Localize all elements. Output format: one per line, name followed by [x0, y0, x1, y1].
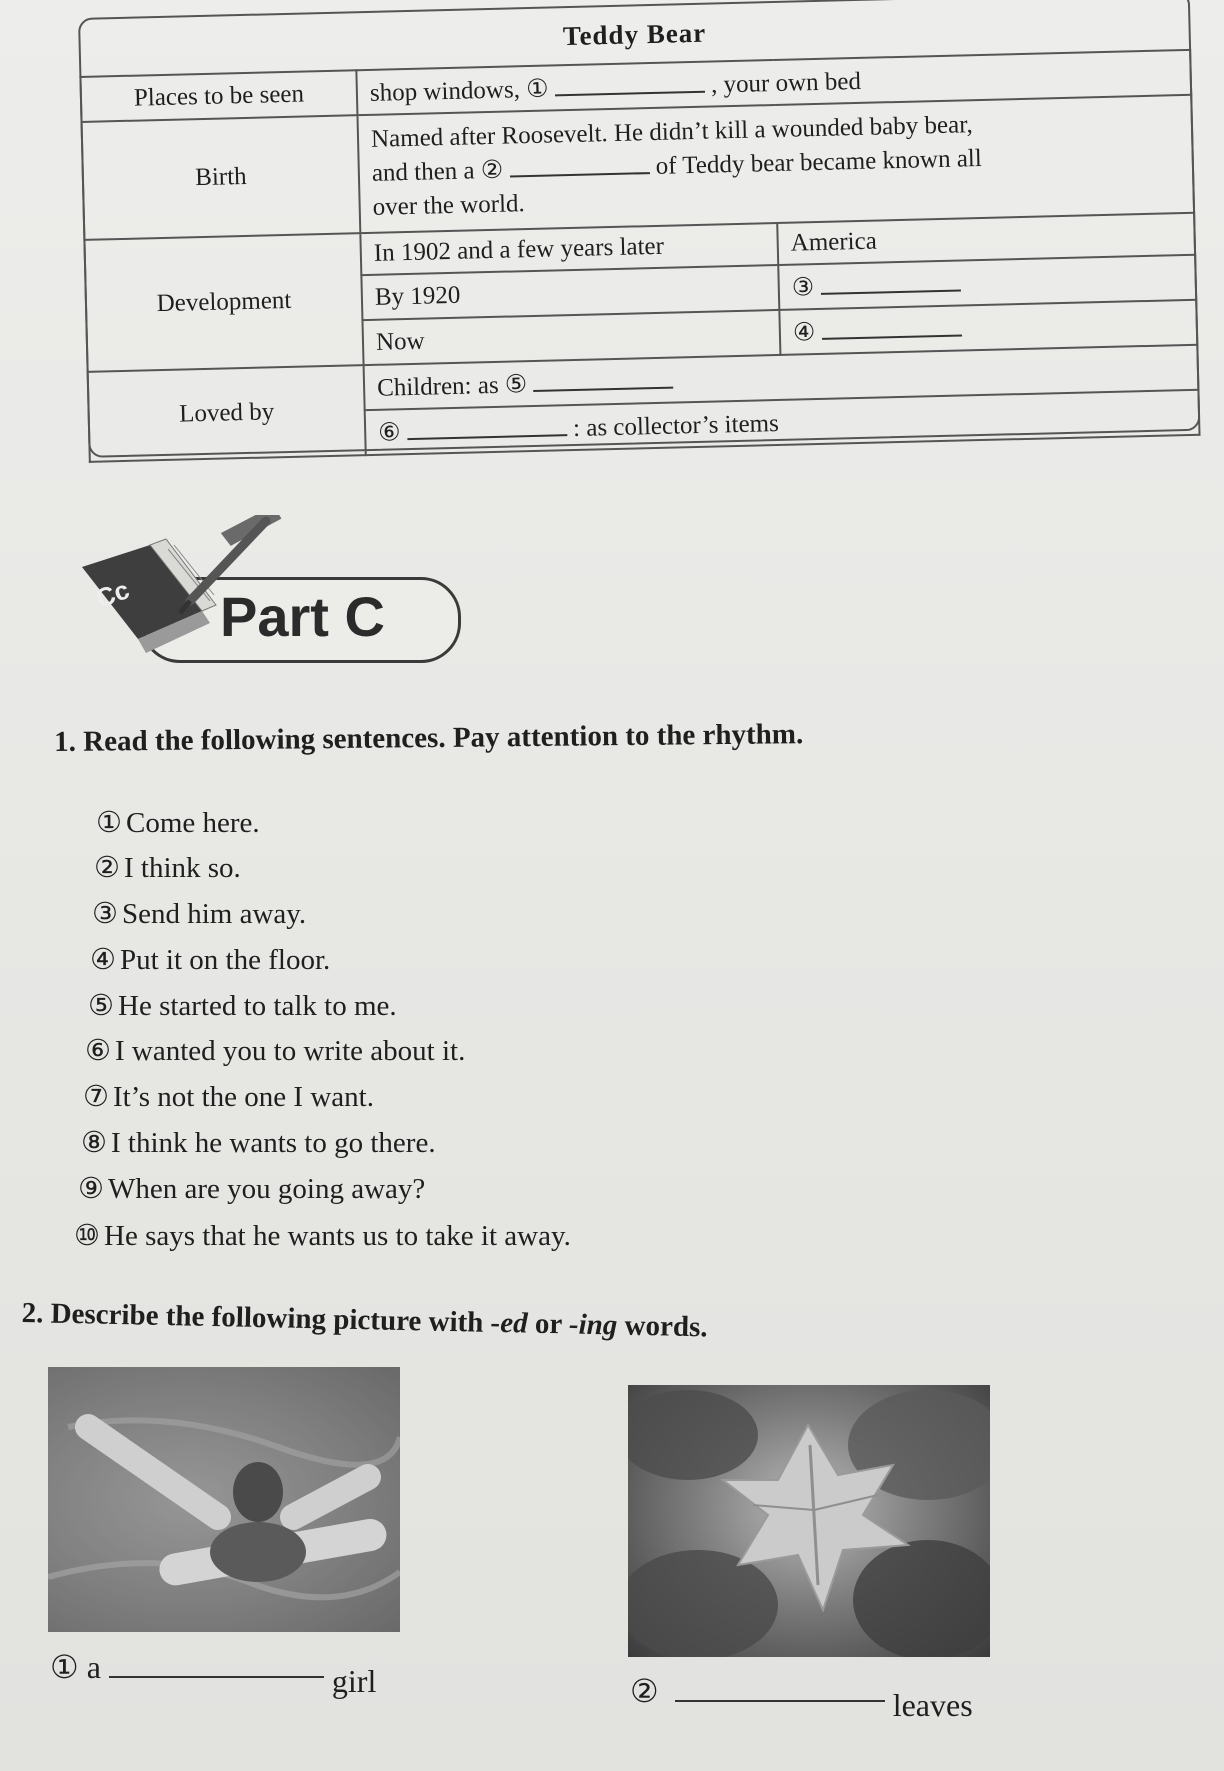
item-text: I think so. — [124, 852, 241, 884]
title-ing: -ing — [568, 1308, 618, 1342]
list-item — [74, 1218, 571, 1253]
item-text: Come here. — [126, 807, 260, 839]
item-number: ⑩ — [74, 1220, 100, 1252]
part-c-label: Part C — [220, 585, 385, 648]
title-ed: -ed — [490, 1306, 528, 1340]
title-mid: or — [527, 1307, 570, 1341]
teddy-bear-table — [78, 0, 1201, 463]
loved-collectors-num: ⑥ — [377, 419, 401, 447]
item-number: ② — [94, 852, 120, 884]
answer-2-blank[interactable] — [675, 1674, 885, 1702]
row-label-development: Development — [84, 233, 363, 372]
item-text: Put it on the floor. — [120, 944, 331, 976]
item-number: ⑧ — [81, 1127, 107, 1159]
row-label-birth: Birth — [82, 115, 361, 240]
list-item — [81, 1125, 436, 1160]
exercise-1-title: 1. Read the following sentences. Pay attention to the rhythm. — [54, 718, 804, 758]
title-prefix: 2. Describe the following picture with — [21, 1297, 491, 1339]
answer-1 — [50, 1648, 377, 1699]
places-text-after: , your own bed — [710, 67, 862, 99]
item-text: Send him away. — [122, 898, 307, 930]
places-text-before: shop windows, ① — [369, 75, 549, 107]
dev-period-3: Now — [362, 310, 780, 365]
table-grid — [79, 49, 1200, 463]
answer-1-after: girl — [331, 1663, 377, 1699]
blank-6[interactable] — [406, 412, 567, 440]
blank-5[interactable] — [533, 365, 674, 392]
answer-2-after: leaves — [892, 1687, 973, 1723]
birth-line-1: Named after Roosevelt. He didn’t kill a wounded baby bear, — [370, 111, 974, 153]
item-text: It’s not the one I want. — [113, 1081, 374, 1113]
dev-place-1: America — [777, 213, 1195, 265]
title-suffix: words. — [616, 1309, 708, 1344]
item-number: ⑤ — [88, 990, 114, 1022]
table-title: Teddy Bear — [562, 17, 707, 52]
exercise-2-title — [21, 1297, 708, 1344]
answer-1-before: a — [86, 1649, 101, 1685]
list-item — [85, 1033, 465, 1068]
item-text: He says that he wants us to take it away. — [104, 1220, 571, 1252]
blank-4[interactable] — [821, 313, 962, 340]
item-text: He started to talk to me. — [118, 990, 397, 1022]
list-item — [96, 805, 260, 840]
falling-leaves-photo — [628, 1385, 990, 1657]
item-number: ④ — [90, 944, 116, 976]
leaves-illustration — [628, 1385, 990, 1657]
item-text: I wanted you to write about it. — [115, 1035, 466, 1067]
birth-line-2-before: and then a ② — [371, 156, 504, 187]
row-label-loved: Loved by — [88, 365, 366, 462]
answer-1-blank[interactable] — [109, 1650, 324, 1678]
dev-place-2-num: ③ — [791, 274, 815, 302]
loved-children-text: Children: as ⑤ — [376, 371, 528, 402]
answer-2 — [630, 1672, 973, 1723]
item-number: ③ — [92, 898, 118, 930]
dev-period-2: By 1920 — [361, 265, 779, 320]
list-item — [83, 1079, 374, 1114]
item-number: ⑥ — [85, 1035, 111, 1067]
row-label-places: Places to be seen — [80, 70, 357, 122]
item-text: I think he wants to go there. — [111, 1127, 436, 1159]
dev-place-3-num: ④ — [792, 319, 816, 347]
part-c-badge — [70, 515, 470, 675]
answer-2-number: ② — [630, 1673, 659, 1709]
list-item — [90, 942, 330, 977]
item-number: ① — [96, 807, 122, 839]
birth-line-2-after: of Teddy bear became known all — [655, 144, 983, 180]
blank-1[interactable] — [554, 69, 705, 97]
answer-1-number: ① — [50, 1649, 79, 1685]
blank-3[interactable] — [820, 268, 961, 295]
book-letters: Cc — [91, 574, 134, 614]
item-number: ⑨ — [78, 1173, 104, 1205]
birth-cell — [357, 95, 1194, 233]
blank-2[interactable] — [509, 150, 650, 177]
swimming-girl-photo — [48, 1367, 400, 1632]
list-item — [94, 850, 241, 885]
list-item — [78, 1171, 425, 1206]
list-item — [92, 896, 306, 931]
swimmer-illustration — [48, 1367, 400, 1632]
list-item — [88, 988, 397, 1023]
item-number: ⑦ — [83, 1081, 109, 1113]
dev-period-1: In 1902 and a few years later — [360, 223, 778, 275]
item-text: When are you going away? — [108, 1173, 426, 1205]
birth-line-3: over the world. — [372, 190, 526, 221]
loved-collectors-text: : as collector’s items — [572, 410, 780, 443]
